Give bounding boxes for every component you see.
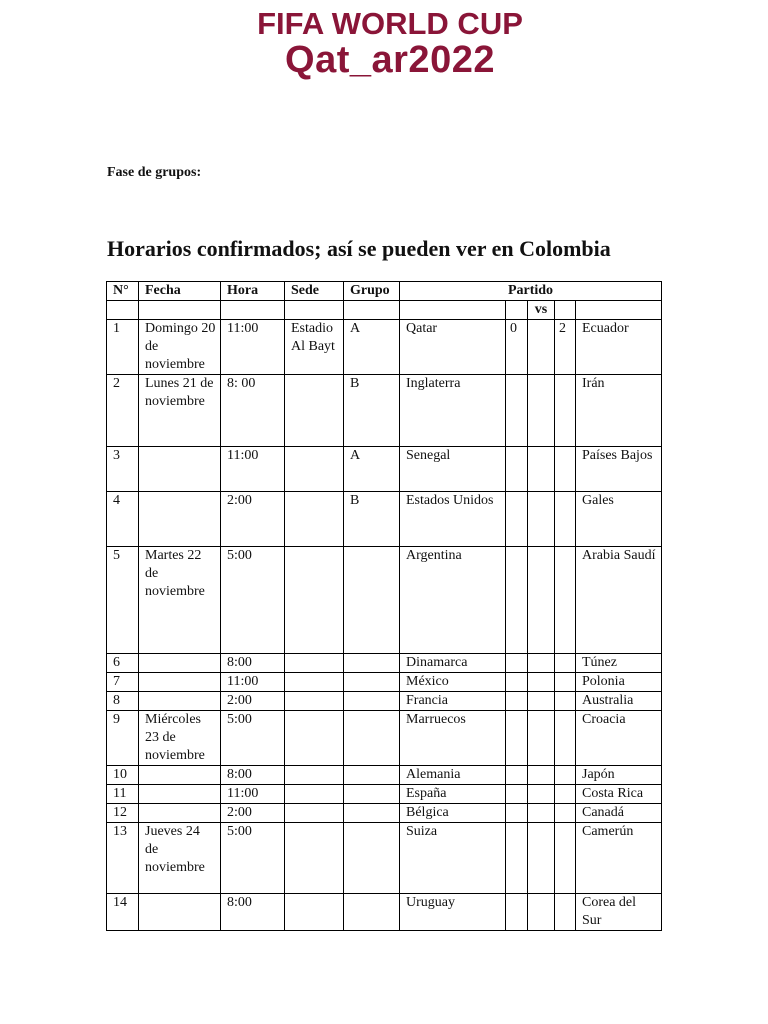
- subheader-cell: [221, 301, 285, 320]
- cell-grupo: [344, 766, 400, 785]
- cell-equipo-visitante: Irán: [576, 375, 662, 447]
- cell-fecha: Martes 22 de noviembre: [139, 547, 221, 654]
- cell-score-visitante: [555, 447, 576, 492]
- cell-grupo: [344, 804, 400, 823]
- subheader-cell: [576, 301, 662, 320]
- cell-vs: [528, 673, 555, 692]
- cell-fecha: [139, 804, 221, 823]
- cell-score-local: [506, 804, 528, 823]
- cell-vs: [528, 692, 555, 711]
- subheader-cell: [344, 301, 400, 320]
- cell-sede: [285, 547, 344, 654]
- header-fecha: Fecha: [139, 282, 221, 301]
- cell-grupo: B: [344, 492, 400, 547]
- cell-equipo-visitante: Australia: [576, 692, 662, 711]
- cell-numero: 8: [107, 692, 139, 711]
- cell-sede: [285, 673, 344, 692]
- cell-vs: [528, 766, 555, 785]
- cell-hora: 11:00: [221, 785, 285, 804]
- cell-hora: 11:00: [221, 447, 285, 492]
- cell-vs: [528, 320, 555, 375]
- cell-fecha: [139, 785, 221, 804]
- cell-score-visitante: [555, 654, 576, 673]
- subheader-cell: [555, 301, 576, 320]
- cell-vs: [528, 547, 555, 654]
- cell-score-local: [506, 785, 528, 804]
- subheader-cell: [506, 301, 528, 320]
- header-vs: vs: [528, 301, 555, 320]
- cell-sede: [285, 823, 344, 894]
- cell-equipo-visitante: Croacia: [576, 711, 662, 766]
- cell-equipo-local: España: [400, 785, 506, 804]
- cell-fecha: [139, 766, 221, 785]
- table-row: [107, 785, 662, 804]
- cell-grupo: [344, 692, 400, 711]
- cell-grupo: [344, 785, 400, 804]
- cell-sede: [285, 692, 344, 711]
- table-row: [107, 547, 662, 654]
- cell-fecha: Domingo 20 de noviembre: [139, 320, 221, 375]
- cell-grupo: [344, 894, 400, 931]
- cell-equipo-visitante: Corea del Sur: [576, 894, 662, 931]
- cell-equipo-local: Francia: [400, 692, 506, 711]
- cell-numero: 7: [107, 673, 139, 692]
- cell-numero: 3: [107, 447, 139, 492]
- cell-sede: [285, 447, 344, 492]
- cell-score-visitante: 2: [555, 320, 576, 375]
- cell-grupo: [344, 547, 400, 654]
- cell-numero: 10: [107, 766, 139, 785]
- table-row: [107, 692, 662, 711]
- cell-score-visitante: [555, 823, 576, 894]
- cell-score-visitante: [555, 692, 576, 711]
- cell-fecha: [139, 894, 221, 931]
- subheader-cell: [285, 301, 344, 320]
- header-sede: Sede: [285, 282, 344, 301]
- header-hora: Hora: [221, 282, 285, 301]
- cell-sede: [285, 375, 344, 447]
- cell-sede: [285, 654, 344, 673]
- cell-equipo-visitante: Arabia Saudí: [576, 547, 662, 654]
- cell-numero: 12: [107, 804, 139, 823]
- cell-score-local: [506, 654, 528, 673]
- cell-fecha: [139, 447, 221, 492]
- cell-equipo-visitante: Polonia: [576, 673, 662, 692]
- cell-vs: [528, 804, 555, 823]
- cell-equipo-local: Estados Unidos: [400, 492, 506, 547]
- cell-fecha: Miércoles 23 de noviembre: [139, 711, 221, 766]
- cell-equipo-local: Senegal: [400, 447, 506, 492]
- cell-numero: 9: [107, 711, 139, 766]
- cell-equipo-visitante: Ecuador: [576, 320, 662, 375]
- cell-hora: 11:00: [221, 320, 285, 375]
- cell-score-visitante: [555, 375, 576, 447]
- cell-hora: 8:00: [221, 766, 285, 785]
- cell-score-local: [506, 711, 528, 766]
- cell-score-visitante: [555, 492, 576, 547]
- cell-sede: [285, 766, 344, 785]
- cell-score-visitante: [555, 766, 576, 785]
- header-grupo: Grupo: [344, 282, 400, 301]
- table-row: [107, 654, 662, 673]
- page-heading: Horarios confirmados; así se pueden ver en Colombia: [107, 236, 611, 261]
- cell-equipo-local: Bélgica: [400, 804, 506, 823]
- cell-sede: Estadio Al Bayt: [285, 320, 344, 375]
- cell-equipo-visitante: Japón: [576, 766, 662, 785]
- cell-fecha: [139, 492, 221, 547]
- schedule-body: [107, 320, 662, 931]
- cell-score-visitante: [555, 804, 576, 823]
- cell-sede: [285, 894, 344, 931]
- cell-equipo-visitante: Gales: [576, 492, 662, 547]
- cell-equipo-visitante: Túnez: [576, 654, 662, 673]
- cell-score-local: [506, 823, 528, 894]
- cell-score-local: [506, 375, 528, 447]
- table-row: [107, 823, 662, 894]
- cell-score-visitante: [555, 785, 576, 804]
- cell-equipo-local: Inglaterra: [400, 375, 506, 447]
- cell-numero: 2: [107, 375, 139, 447]
- cell-vs: [528, 785, 555, 804]
- cell-equipo-local: Qatar: [400, 320, 506, 375]
- cell-vs: [528, 492, 555, 547]
- cell-score-visitante: [555, 547, 576, 654]
- subheader-cell: [107, 301, 139, 320]
- subheader-cell: [139, 301, 221, 320]
- cell-score-visitante: [555, 711, 576, 766]
- cell-score-local: [506, 894, 528, 931]
- schedule-table: [106, 281, 662, 931]
- cell-sede: [285, 492, 344, 547]
- cell-score-local: [506, 447, 528, 492]
- fifa-world-cup-logo: [240, 8, 540, 88]
- section-label: Fase de grupos:: [107, 165, 202, 180]
- cell-score-local: [506, 766, 528, 785]
- cell-hora: 5:00: [221, 547, 285, 654]
- cell-fecha: [139, 692, 221, 711]
- logo-title: FIFA WORLD CUP: [257, 6, 523, 41]
- header-numero: N°: [107, 282, 139, 301]
- table-row: [107, 375, 662, 447]
- cell-hora: 11:00: [221, 673, 285, 692]
- cell-grupo: [344, 823, 400, 894]
- cell-numero: 4: [107, 492, 139, 547]
- table-row: [107, 894, 662, 931]
- cell-vs: [528, 823, 555, 894]
- cell-score-visitante: [555, 894, 576, 931]
- cell-hora: 8:00: [221, 654, 285, 673]
- cell-equipo-visitante: Canadá: [576, 804, 662, 823]
- cell-grupo: A: [344, 447, 400, 492]
- cell-equipo-local: Alemania: [400, 766, 506, 785]
- cell-score-local: [506, 547, 528, 654]
- cell-score-local: [506, 692, 528, 711]
- cell-numero: 14: [107, 894, 139, 931]
- cell-grupo: B: [344, 375, 400, 447]
- table-subheader-row: [107, 301, 662, 320]
- cell-equipo-visitante: Camerún: [576, 823, 662, 894]
- table-row: [107, 320, 662, 375]
- cell-numero: 5: [107, 547, 139, 654]
- cell-score-visitante: [555, 673, 576, 692]
- cell-fecha: [139, 654, 221, 673]
- cell-sede: [285, 711, 344, 766]
- cell-sede: [285, 785, 344, 804]
- cell-vs: [528, 711, 555, 766]
- subheader-cell: [400, 301, 506, 320]
- cell-grupo: [344, 673, 400, 692]
- cell-equipo-local: Dinamarca: [400, 654, 506, 673]
- cell-fecha: Lunes 21 de noviembre: [139, 375, 221, 447]
- table-row: [107, 766, 662, 785]
- cell-numero: 1: [107, 320, 139, 375]
- cell-score-local: [506, 673, 528, 692]
- cell-equipo-local: Suiza: [400, 823, 506, 894]
- logo-subtitle: Qat_ar2022: [285, 39, 495, 81]
- table-row: [107, 804, 662, 823]
- cell-sede: [285, 804, 344, 823]
- cell-hora: 8:00: [221, 894, 285, 931]
- cell-hora: 8: 00: [221, 375, 285, 447]
- cell-hora: 2:00: [221, 804, 285, 823]
- cell-equipo-visitante: Costa Rica: [576, 785, 662, 804]
- cell-fecha: [139, 673, 221, 692]
- cell-fecha: Jueves 24 de noviembre: [139, 823, 221, 894]
- cell-score-local: [506, 492, 528, 547]
- cell-grupo: [344, 654, 400, 673]
- cell-equipo-local: Marruecos: [400, 711, 506, 766]
- cell-equipo-local: Uruguay: [400, 894, 506, 931]
- table-row: [107, 492, 662, 547]
- header-partido: Partido: [400, 282, 662, 301]
- cell-equipo-local: México: [400, 673, 506, 692]
- cell-vs: [528, 375, 555, 447]
- cell-score-local: 0: [506, 320, 528, 375]
- cell-numero: 13: [107, 823, 139, 894]
- cell-equipo-visitante: Países Bajos: [576, 447, 662, 492]
- cell-hora: 5:00: [221, 711, 285, 766]
- cell-hora: 5:00: [221, 823, 285, 894]
- cell-vs: [528, 894, 555, 931]
- table-row: [107, 673, 662, 692]
- cell-vs: [528, 654, 555, 673]
- table-row: [107, 711, 662, 766]
- cell-equipo-local: Argentina: [400, 547, 506, 654]
- cell-numero: 6: [107, 654, 139, 673]
- table-row: [107, 447, 662, 492]
- cell-hora: 2:00: [221, 492, 285, 547]
- cell-numero: 11: [107, 785, 139, 804]
- cell-grupo: [344, 711, 400, 766]
- cell-grupo: A: [344, 320, 400, 375]
- cell-hora: 2:00: [221, 692, 285, 711]
- cell-vs: [528, 447, 555, 492]
- table-header-row: [107, 282, 662, 301]
